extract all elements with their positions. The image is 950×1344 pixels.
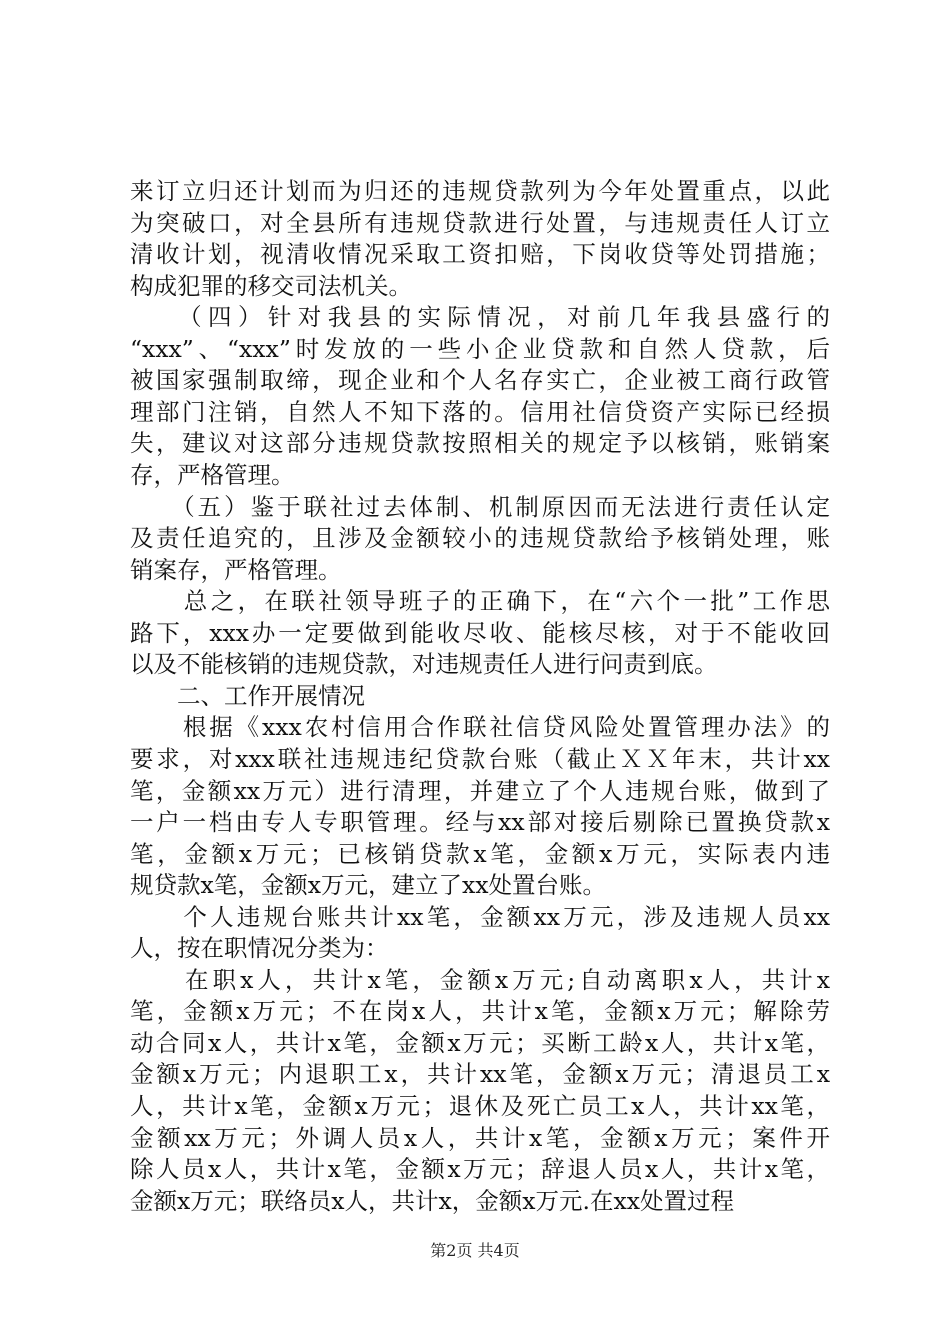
text-line: 失，建议对这部分违规贷款按照相关的规定予以核销，账销案 [130, 429, 830, 458]
text-line: 笔，金额xx万元）进行清理，并建立了个人违规台账，做到了 [130, 776, 830, 805]
text-line: 个人违规台账共计xx笔，金额xx万元，涉及违规人员xx [130, 902, 830, 931]
text-line: 总之，在联社领导班子的正确下，在“六个一批”工作思 [130, 587, 830, 616]
text-line: 一户一档由专人专职管理。经与xx部对接后剔除已置换贷款x [130, 808, 830, 836]
text-line: 金额x万元；联络员x人，共计x，金额x万元.在xx处置过程 [130, 1186, 734, 1215]
text-line: 在职x人，共计x笔，金额x万元;自动离职x人，共计x [130, 965, 830, 994]
text-line: 路下，xxx办一定要做到能收尽收、能核尽核，对于不能收回 [130, 618, 830, 647]
text-line: 金额x万元；内退职工x，共计xx笔，金额x万元；清退员工x [130, 1060, 830, 1089]
text-line: （四）针对我县的实际情况，对前几年我县盛行的 [130, 303, 830, 332]
text-line: 清收计划，视清收情况采取工资扣赔，下岗收贷等处罚措施； [130, 240, 830, 269]
text-line: 及责任追究的，且涉及金额较小的违规贷款给予核销处理，账 [130, 524, 830, 552]
text-line: 动合同x人，共计x笔，金额x万元；买断工龄x人，共计x笔， [130, 1028, 830, 1057]
text-line: 笔，金额x万元；已核销贷款x笔，金额x万元，实际表内违 [130, 839, 830, 868]
text-line: 笔，金额x万元；不在岗x人，共计x笔，金额x万元；解除劳 [130, 997, 830, 1026]
text-line: 除人员x人，共计x笔，金额x万元；辞退人员x人，共计x笔， [130, 1155, 830, 1184]
text-line: 存，严格管理。 [130, 460, 295, 489]
page-footer: 第2页 共4页 [430, 1241, 520, 1260]
text-line: 要求，对xxx联社违规违纪贷款台账（截止ＸＸ年末，共计xx [130, 744, 830, 773]
text-line: 来订立归还计划而为归还的违规贷款列为今年处置重点，以此 [130, 177, 830, 205]
text-line: 规贷款x笔，金额x万元，建立了xx处置台账。 [130, 871, 607, 900]
text-line: 二、工作开展情况 [130, 681, 365, 710]
text-line: 金额xx万元；外调人员x人，共计x笔，金额x万元；案件开 [130, 1123, 830, 1152]
text-line: 被国家强制取缔，现企业和个人名存实亡，企业被工商行政管 [130, 366, 830, 395]
text-line: 人，共计x笔，金额x万元；退休及死亡员工x人，共计xx笔， [130, 1092, 830, 1120]
text-line: 为突破口，对全县所有违规贷款进行处置，与违规责任人订立 [130, 208, 830, 237]
text-line: 构成犯罪的移交司法机关。 [130, 271, 412, 300]
text-line: 销案存，严格管理。 [130, 555, 342, 584]
text-line: 人，按在职情况分类为： [130, 934, 389, 963]
text-line: “xxx”、“xxx”时发放的一些小企业贷款和自然人贷款，后 [130, 334, 830, 363]
text-line: （五）鉴于联社过去体制、机制原因而无法进行责任认定 [130, 492, 830, 521]
text-line: 理部门注销，自然人不知下落的。信用社信贷资产实际已经损 [130, 397, 830, 426]
text-line: 以及不能核销的违规贷款，对违规责任人进行问责到底。 [130, 650, 718, 679]
text-line: 根据《xxx农村信用合作联社信贷风险处置管理办法》的 [130, 713, 830, 742]
